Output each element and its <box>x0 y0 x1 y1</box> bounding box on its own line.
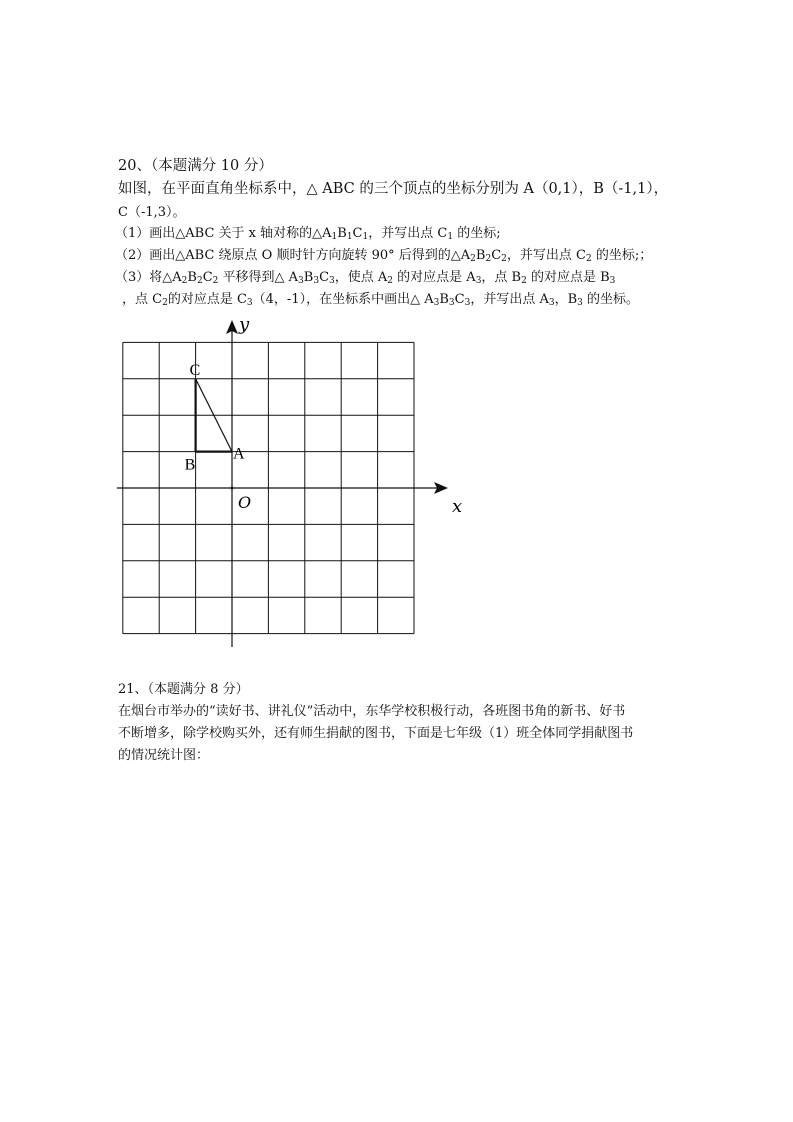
point-a-label: A <box>233 445 245 463</box>
q20-part2: （2）画出△ABC 绕原点 O 顺时针方向旋转 90° 后得到的$\triangle A_2B_2C_2$，并写出点 $C_2$ 的坐标;； <box>115 248 653 264</box>
axes <box>117 320 448 647</box>
q21-header: 21、（本题满分 8 分） <box>118 682 249 697</box>
q20-intro-line1: 如图，在平面直角坐标系中，△ ABC 的三个顶点的坐标分别为 A（0,1），B（-1,1）， <box>118 181 669 197</box>
y-axis-label: y <box>239 314 250 335</box>
point-b-label: B <box>184 456 196 474</box>
q20-intro-line2: C（-1,3）。 <box>118 205 186 220</box>
q20-part1: （1）画出△ABC 关于 x 轴对称的$\triangle A_1B_1C_1$，并写出点 $C_1$ 的坐标; <box>115 226 501 242</box>
x-axis-label: x <box>452 496 463 517</box>
point-c-label: C <box>189 361 201 379</box>
q20-header: 20、（本题满分 10 分） <box>118 158 273 174</box>
origin-dot <box>231 487 234 490</box>
q20-part3-line2: ，点 $C_2$的对应点是 $C_3(4$，-1），在坐标系中画出△ $A_3B_3C_3$，并写出点 $A_3$，$B_3$ 的坐标。 <box>122 292 640 308</box>
q21-line1: 在烟台市举办的“读好书、讲礼仪”活动中，东华学校积极行动，各班图书角的新书、好书 <box>118 704 626 719</box>
q21-line3: 的情况统计图： <box>118 748 210 763</box>
origin-label: O <box>238 493 252 512</box>
q20-part3-line1: （3）将$\triangle A_2B_2C_2$ 平移得到△ $A_3B_3C_3$，使点 $A_2$ 的对应点是 $A_3$，点 $B_2$ 的对应点是 $B_3$ <box>115 270 616 286</box>
q21-line2: 不断增多，除学校购买外，还有师生捐献的图书，下面是七年级（1）班全体同学捐献图书 <box>118 726 634 741</box>
